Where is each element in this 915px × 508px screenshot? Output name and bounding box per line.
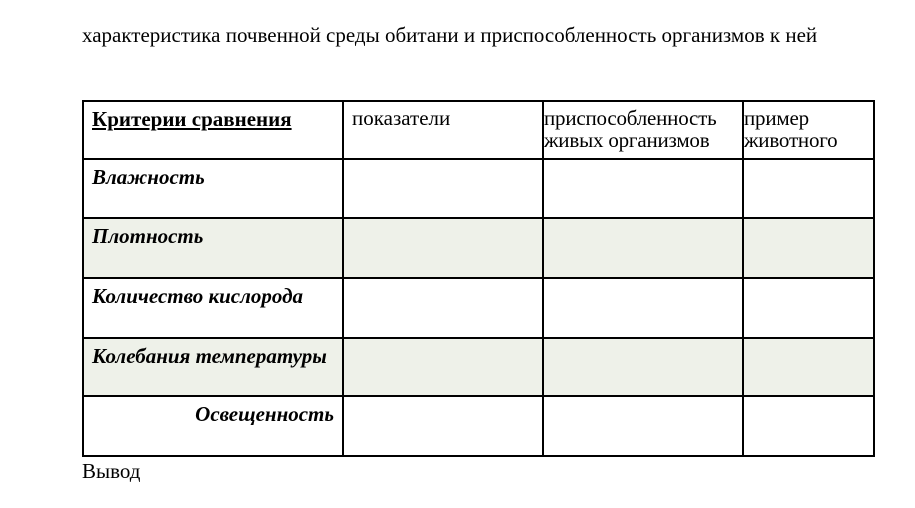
table-cell[interactable] xyxy=(543,338,743,396)
table-cell[interactable] xyxy=(343,218,543,278)
table-cell[interactable] xyxy=(543,278,743,338)
table-cell[interactable] xyxy=(743,278,874,338)
table-cell[interactable] xyxy=(543,159,743,218)
comparison-table xyxy=(82,100,875,457)
table-cell[interactable] xyxy=(743,396,874,456)
criterion-humidity: Влажность xyxy=(83,159,343,218)
table-row xyxy=(83,278,874,338)
table-cell[interactable] xyxy=(543,218,743,278)
criterion-temperature: Колебания температуры xyxy=(83,338,343,396)
table-cell[interactable] xyxy=(343,278,543,338)
header-criteria: Критерии сравнения xyxy=(83,101,343,159)
table-cell[interactable] xyxy=(743,338,874,396)
conclusion-label: Вывод xyxy=(82,459,141,483)
table-cell[interactable] xyxy=(743,218,874,278)
header-animal-example: пример животного xyxy=(743,101,874,159)
table-row xyxy=(83,218,874,278)
table-row xyxy=(83,159,874,218)
table-row xyxy=(83,396,874,456)
header-indicators: показатели xyxy=(343,101,543,159)
criterion-illumination: Освещенность xyxy=(83,396,343,456)
criterion-density: Плотность xyxy=(83,218,343,278)
table-cell[interactable] xyxy=(343,159,543,218)
table-row xyxy=(83,338,874,396)
table-cell[interactable] xyxy=(743,159,874,218)
table-cell[interactable] xyxy=(543,396,743,456)
header-adaptation: приспособленность живых организмов xyxy=(543,101,743,159)
criterion-oxygen: Количество кислорода xyxy=(83,278,343,338)
document-title: характеристика почвенной среды обитани и приспособленность организмов к ней xyxy=(82,23,818,47)
table-cell[interactable] xyxy=(343,396,543,456)
table-cell[interactable] xyxy=(343,338,543,396)
table-header-row xyxy=(83,101,874,159)
